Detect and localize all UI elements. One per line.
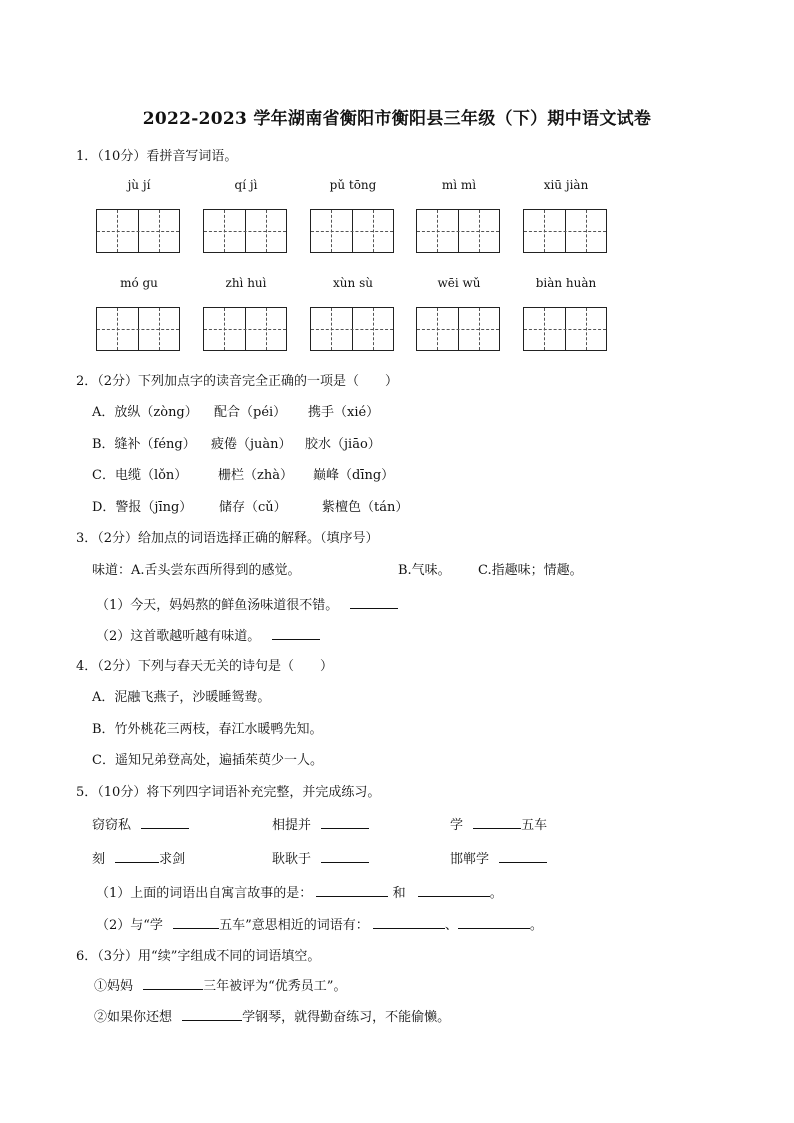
pinyin-row-2 bbox=[96, 276, 616, 296]
q6-sentence-2-text: 学钢琴，就得勤奋练习，不能偷懒。 bbox=[242, 1010, 451, 1025]
q3-definition-c: C.指趣味；情趣。 bbox=[478, 563, 583, 578]
q3-definition-b: B.气味。 bbox=[398, 563, 451, 578]
answer-blank[interactable] bbox=[418, 884, 490, 897]
writing-box[interactable] bbox=[203, 209, 287, 253]
answer-blank[interactable] bbox=[373, 916, 445, 929]
q2-option-d-3: 紫檀色（tán） bbox=[322, 500, 409, 515]
q5-word-3-suffix: 五车 bbox=[521, 818, 548, 833]
q6-sentence-1 bbox=[94, 975, 346, 994]
writing-box[interactable] bbox=[310, 209, 394, 253]
q1-stem: 1．（10分）看拼音写词语。 bbox=[76, 149, 238, 164]
q2-option-c-3: 巅峰（dīng） bbox=[313, 468, 395, 483]
pinyin-label: zhì huì bbox=[225, 276, 267, 290]
writing-box[interactable] bbox=[310, 307, 394, 351]
q5-sub-1-text: （1）上面的词语出自寓言故事的是： bbox=[96, 886, 313, 901]
answer-blank[interactable] bbox=[115, 850, 159, 863]
answer-blank[interactable] bbox=[143, 977, 203, 990]
answer-blank[interactable] bbox=[182, 1008, 242, 1021]
writing-box[interactable] bbox=[523, 307, 607, 351]
writing-grid-row-1 bbox=[96, 209, 616, 255]
writing-box[interactable] bbox=[416, 307, 500, 351]
q5-word-1-text: 窃窃私 bbox=[92, 818, 132, 833]
q3-sentence-2 bbox=[96, 625, 320, 644]
q3-stem: 3．（2分）给加点的词语选择正确的解释。（填序号） bbox=[76, 531, 379, 546]
q2-option-a-2: 配合（péi） bbox=[214, 405, 287, 420]
q3-sentence-2-text: （2）这首歌越听越有味道。 bbox=[96, 629, 261, 644]
answer-blank[interactable] bbox=[473, 816, 521, 829]
answer-blank[interactable] bbox=[499, 850, 547, 863]
pinyin-label: mì mì bbox=[441, 178, 477, 192]
pinyin-label: jù jí bbox=[127, 178, 151, 192]
q6-stem: 6．（3分）用“续”字组成不同的词语填空。 bbox=[76, 949, 321, 964]
pinyin-label: pǔ tōng bbox=[329, 178, 377, 192]
q2-option-b-2: 疲倦（juàn） bbox=[211, 437, 292, 452]
q5-sub-2-period: 。 bbox=[529, 918, 543, 933]
answer-blank[interactable] bbox=[350, 596, 398, 609]
writing-box[interactable] bbox=[523, 209, 607, 253]
q4-option-b: B．竹外桃花三两枝，春江水暖鸭先知。 bbox=[92, 722, 323, 737]
q5-word-4-prefix: 刻 bbox=[92, 852, 106, 867]
q4-option-a: A．泥融飞燕子，沙暖睡鸳鸯。 bbox=[92, 690, 271, 705]
pinyin-label: wēi wǔ bbox=[437, 276, 481, 290]
q6-sentence-1-prefix: ①妈妈 bbox=[94, 979, 134, 994]
q5-word-3-prefix: 学 bbox=[450, 818, 464, 833]
q2-option-a-3: 携手（xié） bbox=[308, 405, 380, 420]
q5-word-4 bbox=[92, 848, 185, 867]
q2-option-c-2: 栅栏（zhà） bbox=[218, 468, 293, 483]
writing-box[interactable] bbox=[96, 209, 180, 253]
pinyin-label: mó gu bbox=[120, 276, 158, 290]
writing-box[interactable] bbox=[203, 307, 287, 351]
q5-sub-1 bbox=[96, 882, 503, 901]
q5-sub-2-prefix: （2）与“学 bbox=[96, 918, 163, 933]
q5-word-3 bbox=[450, 814, 547, 833]
answer-blank[interactable] bbox=[458, 916, 530, 929]
q2-option-a-1: A．放纵（zòng） bbox=[92, 405, 198, 420]
q5-sub-1-and: 和 bbox=[392, 886, 406, 901]
answer-blank[interactable] bbox=[272, 627, 320, 640]
answer-blank[interactable] bbox=[321, 816, 369, 829]
q4-stem: 4．（2分）下列与春天无关的诗句是（ ） bbox=[76, 659, 334, 674]
writing-box[interactable] bbox=[416, 209, 500, 253]
q5-word-5 bbox=[272, 848, 369, 867]
answer-blank[interactable] bbox=[316, 884, 388, 897]
q3-definition-a: 味道：A.舌头尝东西所得到的感觉。 bbox=[92, 563, 301, 578]
q3-sentence-1-text: （1）今天，妈妈熬的鲜鱼汤味道很不错。 bbox=[96, 598, 339, 613]
q2-option-c-1: C．电缆（lǒn） bbox=[92, 468, 188, 483]
answer-blank[interactable] bbox=[141, 816, 189, 829]
page-title: 2022-2023 学年湖南省衡阳市衡阳县三年级（下）期中语文试卷 bbox=[142, 109, 652, 129]
q5-stem: 5．（10分）将下列四字词语补充完整，并完成练习。 bbox=[76, 785, 381, 800]
q2-option-d-1: D．警报（jīng） bbox=[92, 500, 193, 515]
q5-word-5-text: 耿耿于 bbox=[272, 852, 312, 867]
q6-sentence-1-text: 三年被评为“优秀员工”。 bbox=[203, 979, 347, 994]
q4-option-c: C．遥知兄弟登高处，遍插茱萸少一人。 bbox=[92, 753, 323, 768]
q6-sentence-2 bbox=[94, 1006, 450, 1025]
q2-option-b-3: 胶水（jiāo） bbox=[305, 437, 381, 452]
q5-word-1 bbox=[92, 814, 189, 833]
answer-blank[interactable] bbox=[173, 916, 219, 929]
q5-word-4-suffix: 求剑 bbox=[159, 852, 186, 867]
answer-blank[interactable] bbox=[321, 850, 369, 863]
pinyin-row-1 bbox=[96, 178, 616, 198]
q2-option-b-1: B．缝补（féng） bbox=[92, 437, 196, 452]
q3-sentence-1 bbox=[96, 594, 398, 613]
q6-sentence-2-prefix: ②如果你还想 bbox=[94, 1010, 173, 1025]
q2-stem: 2．（2分）下列加点字的读音完全正确的一项是（ ） bbox=[76, 374, 399, 389]
q5-sub-1-period: 。 bbox=[489, 886, 503, 901]
q5-sub-2 bbox=[96, 914, 543, 933]
pinyin-label: biàn huàn bbox=[535, 276, 597, 290]
q2-option-d-2: 储存（cǔ） bbox=[219, 500, 287, 515]
q5-word-2 bbox=[272, 814, 369, 833]
q5-word-6-text: 邯郸学 bbox=[450, 852, 490, 867]
q5-sub-2-text: 五车”意思相近的词语有： bbox=[219, 918, 369, 933]
pinyin-label: qí jì bbox=[234, 178, 258, 192]
pinyin-label: xùn sù bbox=[333, 276, 373, 290]
q5-word-2-text: 相提并 bbox=[272, 818, 312, 833]
q5-word-6 bbox=[450, 848, 547, 867]
q5-sub-2-comma: 、 bbox=[444, 918, 458, 933]
pinyin-label: xiū jiàn bbox=[543, 178, 589, 192]
writing-grid-row-2 bbox=[96, 307, 616, 353]
writing-box[interactable] bbox=[96, 307, 180, 351]
